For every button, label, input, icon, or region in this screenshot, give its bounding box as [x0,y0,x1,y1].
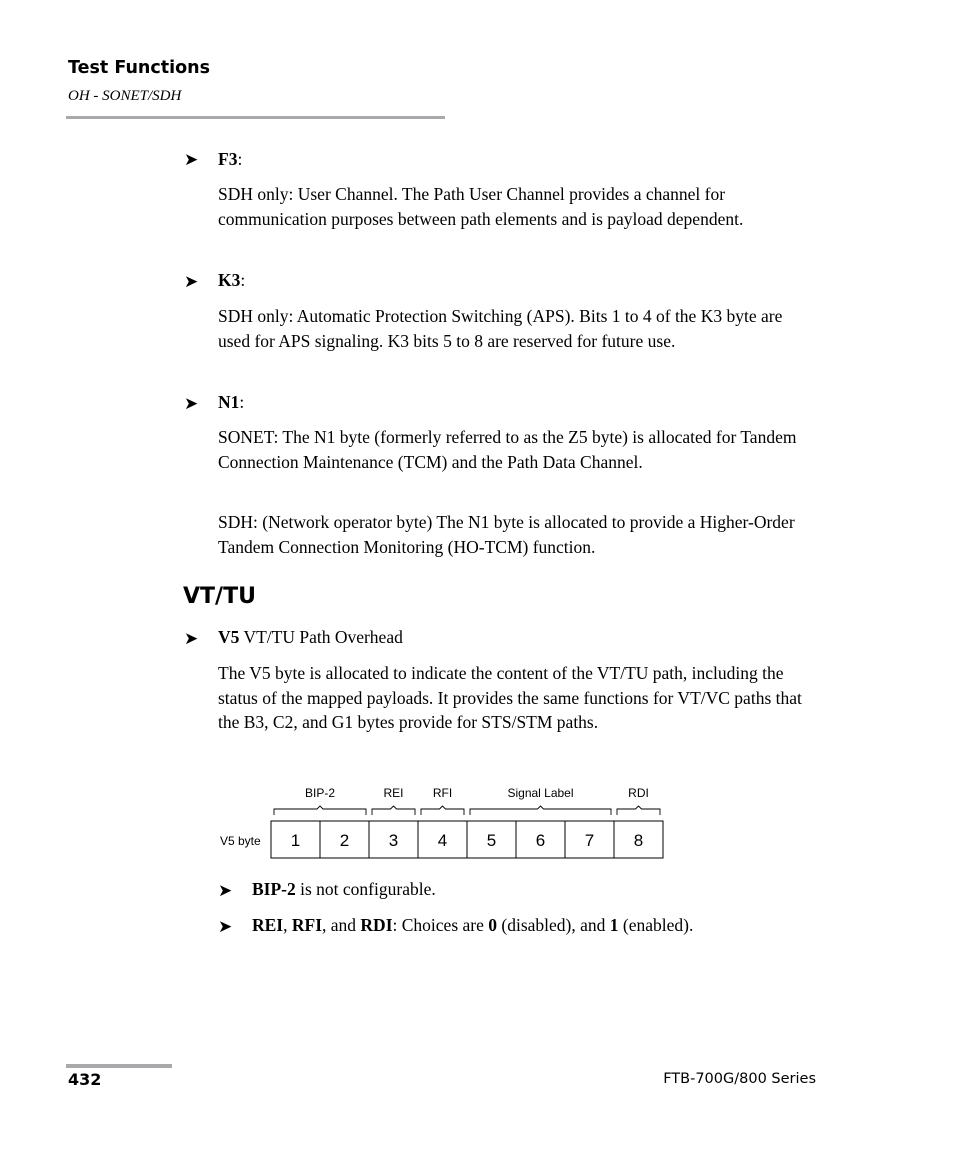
bullet-arrow-icon: ➤ [218,917,233,936]
term-n1: N1: [218,392,245,412]
bip2-note: BIP-2 is not configurable. [252,879,436,899]
header-divider [66,116,445,119]
term-f3: F3: [218,149,243,169]
paragraph-n1-sdh: SDH: (Network operator byte) The N1 byte is allocated to provide a Higher-Order Tandem Connection Monitoring (HO-TCM) function. [218,512,795,557]
group-bracket [274,806,366,815]
bullet-arrow-icon: ➤ [184,394,199,413]
paragraph-f3: SDH only: User Channel. The Path User Channel provides a channel for communication purposes between path elements and is payload dependent. [218,184,744,229]
bit-number: 7 [584,831,595,850]
v5-byte-diagram [210,780,670,862]
bit-number: 1 [290,831,301,850]
bit-number: 8 [633,831,644,850]
subsection-title: OH - SONET/SDH [68,88,182,104]
group-label: Signal Label [507,786,574,800]
page-number: 432 [68,1070,102,1089]
footer-divider [66,1064,172,1068]
section-title: Test Functions [68,58,210,78]
term-v5: V5 VT/TU Path Overhead [218,627,403,647]
group-bracket [372,806,415,815]
group-bracket [617,806,660,815]
paragraph-k3: SDH only: Automatic Protection Switching (APS). Bits 1 to 4 of the K3 byte are used for APS signaling. K3 bits 5 to 8 are reserved for future use. [218,306,783,351]
paragraph-n1-sonet: SONET: The N1 byte (formerly referred to as the Z5 byte) is allocated for Tandem Connection Maintenance (TCM) and the Path Data Channel. [218,427,797,472]
group-label: RDI [628,786,649,800]
v5-byte-label: V5 byte [220,834,261,848]
bullet-arrow-icon: ➤ [184,629,199,648]
bit-number: 5 [486,831,497,850]
group-label: REI [383,786,404,800]
bullet-arrow-icon: ➤ [184,150,199,169]
term-k3: K3: [218,270,246,290]
bit-number: 4 [437,831,448,850]
group-label: BIP-2 [304,786,336,800]
bit-number: 3 [388,831,399,850]
bit-number: 2 [339,831,350,850]
group-bracket [470,806,611,815]
paragraph-v5: The V5 byte is allocated to indicate the content of the VT/TU path, including the status of the mapped payloads. It provides the same functions for VT/VC paths that the B3, C2, and G1 bytes provide for STS/STM paths. [218,663,802,732]
rei-rfi-rdi-note: REI, RFI, and RDI: Choices are 0 (disabled), and 1 (enabled). [252,915,694,935]
product-series: FTB-700G/800 Series [663,1071,816,1087]
bullet-arrow-icon: ➤ [218,881,233,900]
section-heading: VT/TU [183,584,256,609]
bit-number: 6 [535,831,546,850]
bullet-arrow-icon: ➤ [184,272,199,291]
group-bracket [421,806,464,815]
group-label: RFI [432,786,453,800]
